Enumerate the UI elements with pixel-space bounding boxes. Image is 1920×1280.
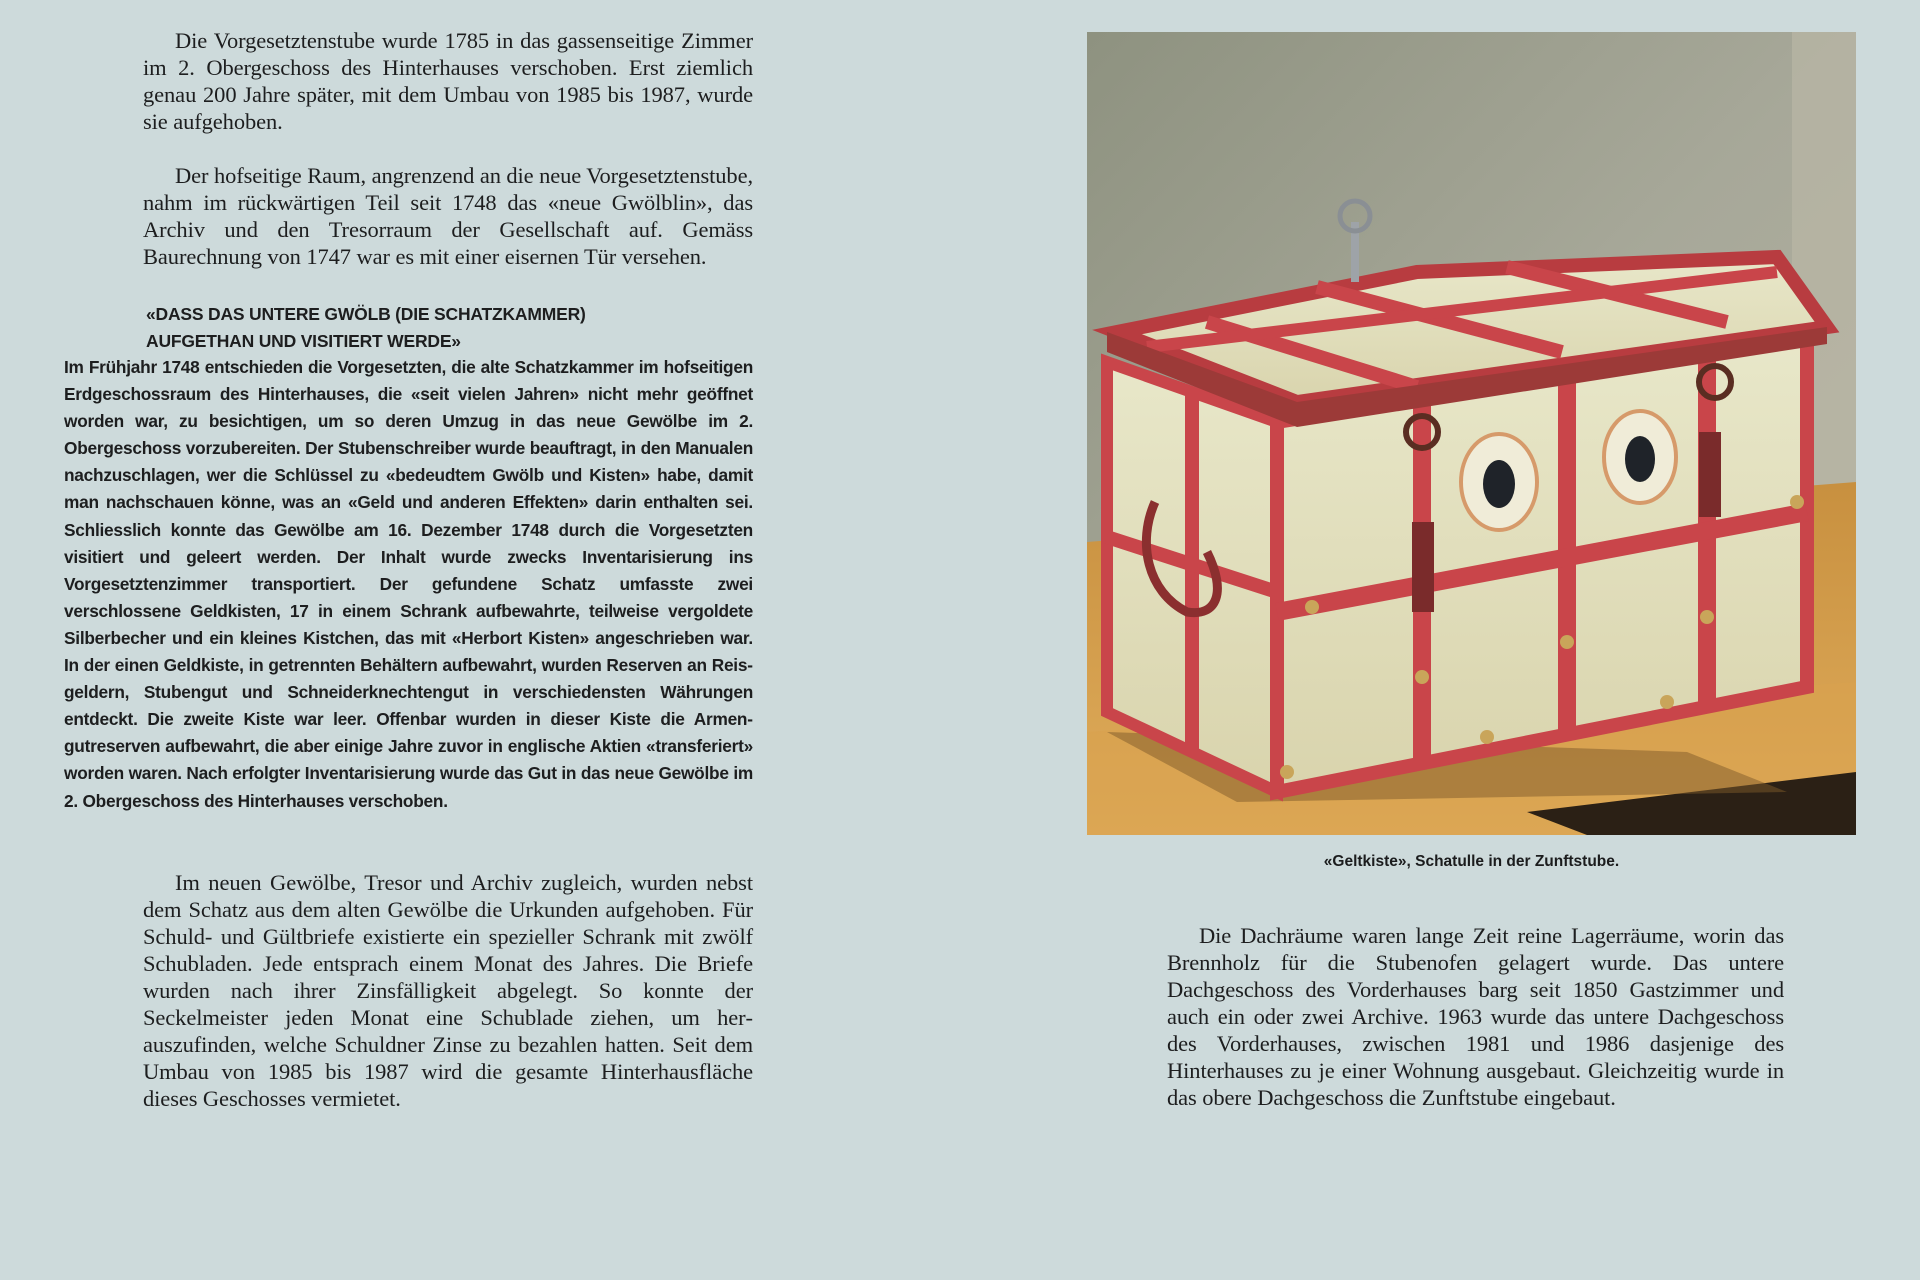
box-heading-line-2: AUFGETHAN UND VISITIERT WERDE» (146, 331, 461, 351)
paragraph-text: Der hofseitige Raum, angrenzend an die neue Vorgesetztenstube, nahm im rückwärtigen Teil seit 1748 das «neue Gwölblin», das Archiv und den Tresorraum der Gesellschaft auf. Gemäss Baurechnung von 1747 war es mit einer eisernen Tür versehen. (143, 163, 753, 269)
paragraph-text: Im neuen Gewölbe, Tresor und Archiv zugleich, wurden nebst dem Schatz aus dem alten Gewölbe die Urkunden aufgehoben. Für Schuld- und Gültbriefe existierte ein spezieller Schrank mit zwölf Schubladen. Jede entsprach einem Monat des Jahres. Die Briefe wurden nach ihrer Zinsfälligkeit abgelegt. So konnte der Seckelmeister jeden Monat eine Schublade ziehen, um herauszufinden, welche Schuldner Zinse zu bezahlen hatten. Seit dem Umbau von 1985 bis 1987 wird die gesamte Hinterhausfläche dieses Geschosses vermietet. (143, 870, 753, 1111)
box-heading (146, 301, 746, 355)
body-paragraph-4 (1167, 922, 1784, 1111)
chest-photo (1087, 32, 1856, 835)
photo-caption: «Geltkiste», Schatulle in der Zunftstube. (1323, 853, 1620, 870)
box-text: Im Frühjahr 1748 entschieden die Vorgesetzten, die alte Schatzkammer im hofseitigen Erdgeschossraum des Hinterhauses, die «seit vielen Jahren» nicht mehr geöffnet worden war, zu besichtigen, um so deren Umzug in das neue Gewölbe im 2. Obergeschoss vorzubereiten. Der Stubenschreiber wurde beauftragt, in den Manualen nachzuschlagen, wer die Schlüssel zu «bedeudtem Gwölb und Kisten» habe, damit man nachschauen könne, was an «Geld und anderen Effekten» darin enthalten sei. Schliesslich konnte das Gewölbe am 16. Dezember 1748 durch die Vorgesetzten visitiert und geleert werden. Der Inhalt wurde zwecks Inventarisierung ins Vorgesetztenzimmer transportiert. Der gefundene Schatz umfasste zwei verschlossene Geldkisten, 17 in einem Schrank aufbewahrte, teilweise vergoldete Silberbecher und ein kleines Kistchen, das mit «Herbort Kisten» angeschrieben war. In der einen Geldkiste, in getrennten Behältern aufbewahrt, wurden Reserven an Reisgeldern, Stubengut und Schneiderknechtengut in verschiedensten Währungen entdeckt. Die zweite Kiste war leer. Offenbar wurden in dieser Kiste die Armengutreserven aufbewahrt, die aber einige Jahre zuvor in englische Aktien «transferiert» worden waren. Nach erfolgter Inventarisierung wurde das Gut in das neue Gewölbe im 2. Obergeschoss des Hinterhauses verschoben. (64, 357, 753, 811)
body-paragraph-3 (143, 869, 753, 1112)
paragraph-text: Die Vorgesetztenstube wurde 1785 in das gassenseitige Zimmer im 2. Obergeschoss des Hinterhauses verschoben. Erst ziemlich genau 200 Jahre später, mit dem Umbau von 1985 bis 1987, wurde sie aufgehoben. (143, 28, 753, 134)
box-heading-line-1: «DASS DAS UNTERE GWÖLB (DIE SCHATZKAMMER) (146, 304, 586, 324)
body-paragraph-2 (143, 162, 753, 270)
body-paragraph-1 (143, 27, 753, 135)
money-chest-illustration (1087, 32, 1856, 835)
paragraph-text: Die Dachräume waren lange Zeit reine Lagerräume, worin das Brennholz für die Stubenofen gelagert wurde. Das untere Dachgeschoss des Vorderhauses barg seit 1850 Gastzimmer und auch ein oder zwei Archive. 1963 wurde das untere Dachgeschoss des Vorderhauses, zwischen 1981 und 1986 dasjenige des Hinterhauses zu je einer Wohnung ausgebaut. Gleichzeitig wurde in das obere Dachgeschoss die Zunftstube eingebaut. (1167, 923, 1784, 1110)
